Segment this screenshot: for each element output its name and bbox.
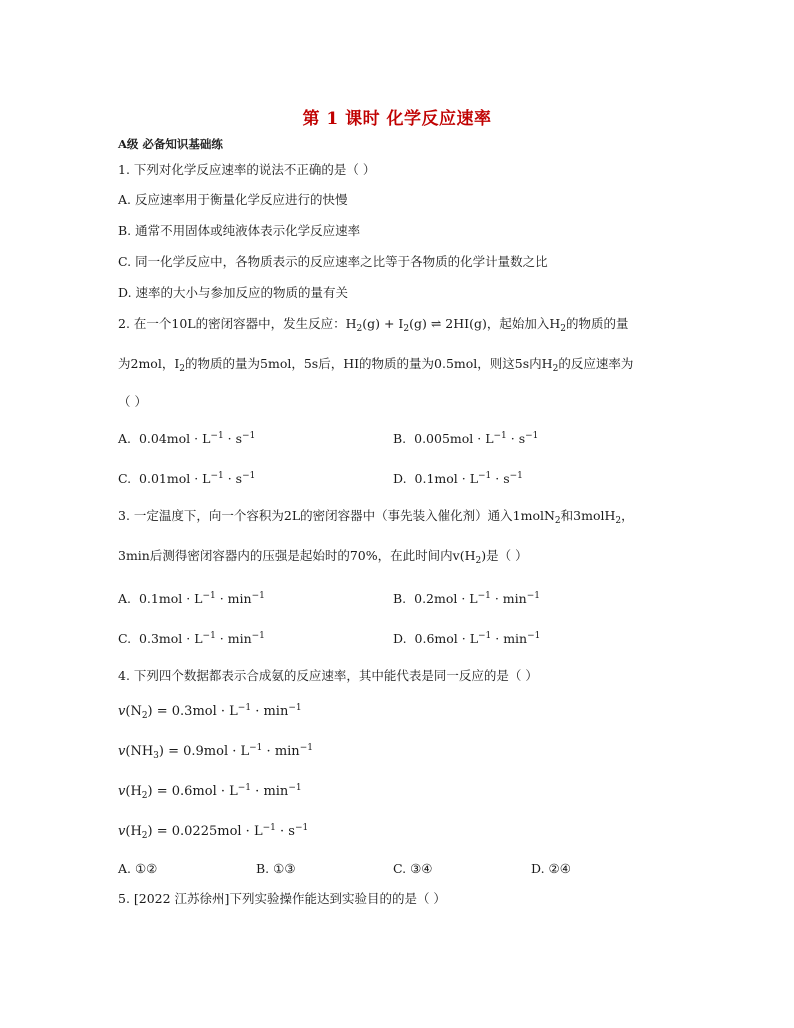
q4-stem: 4. 下列四个数据都表示合成氨的反应速率，其中能代表是同一反应的是（ ）	[118, 668, 538, 683]
q2-stem-line3: （ ）	[118, 394, 147, 409]
q3-option-c: C. $0.3mol \cdot L^{-1} \cdot \min^{-1}$	[118, 631, 265, 646]
section-heading: A级 必备知识基础练	[118, 137, 223, 151]
q1-option-a: A. 反应速率用于衡量化学反应进行的快慢	[118, 192, 348, 207]
q1-option-d: D. 速率的大小与参加反应的物质的量有关	[118, 285, 349, 300]
q4-option-b: B. ①③	[256, 861, 296, 876]
q3-option-a: A. $0.1mol \cdot L^{-1} \cdot \min^{-1}$	[118, 591, 265, 606]
q4-rate-2: $v(NH_3) = 0.9mol \cdot L^{-1} \cdot \min^{-1}$	[118, 743, 313, 761]
q3-stem-line1: 3. 一定温度下，向一个容积为2L的密闭容器中（事先装入催化剂）通入1molN$_2$和3molH$_2$，	[118, 508, 634, 526]
q2-option-c: C. $0.01mol \cdot L^{-1} \cdot s^{-1}$	[118, 471, 256, 486]
q2-option-a: A. $0.04mol \cdot L^{-1} \cdot s^{-1}$	[118, 431, 256, 446]
q3-option-d: D. $0.6mol \cdot L^{-1} \cdot \min^{-1}$	[393, 631, 541, 646]
q2-option-b: B. $0.005mol \cdot L^{-1} \cdot s^{-1}$	[393, 431, 539, 446]
q4-rate-1: $v(N_2) = 0.3mol \cdot L^{-1} \cdot \min^{-1}$	[118, 703, 302, 721]
q2-stem-line2: 为2mol，$I_2$的物质的量为5mol，5s后，HI的物质的量为0.5mol，则这5s内$H_2$的反应速率为	[118, 356, 634, 374]
q4-option-a: A. ①②	[118, 861, 158, 876]
q1-stem: 1. 下列对化学反应速率的说法不正确的是（ ）	[118, 162, 376, 177]
q2-option-d: D. $0.1mol \cdot L^{-1} \cdot s^{-1}$	[393, 471, 523, 486]
q1-option-c: C. 同一化学反应中，各物质表示的反应速率之比等于各物质的化学计量数之比	[118, 254, 548, 269]
q4-rate-4: $v(H_2) = 0.0225mol \cdot L^{-1} \cdot s^{-1}$	[118, 823, 309, 841]
q2-stem-line1: 2. 在一个10L的密闭容器中，发生反应：$H_2(g) + I_2(g)$ ⇌ 2HI(g)，起始加入$H_2$的物质的量	[118, 316, 629, 334]
q4-option-c: C. ③④	[393, 861, 433, 876]
q3-option-b: B. $0.2mol \cdot L^{-1} \cdot \min^{-1}$	[393, 591, 540, 606]
q5-stem: 5. [2022 江苏徐州]下列实验操作能达到实验目的的是（ ）	[118, 891, 446, 906]
q1-option-b: B. 通常不用固体或纯液体表示化学反应速率	[118, 223, 361, 238]
q3-stem-line2: 3min后测得密闭容器内的压强是起始时的70%，在此时间内$v(H_2)$是（ ）	[118, 548, 528, 566]
page-title: 第 1 课时 化学反应速率	[302, 109, 492, 129]
q4-option-d: D. ②④	[531, 861, 571, 876]
q4-rate-3: $v(H_2) = 0.6mol \cdot L^{-1} \cdot \min^{-1}$	[118, 783, 302, 801]
